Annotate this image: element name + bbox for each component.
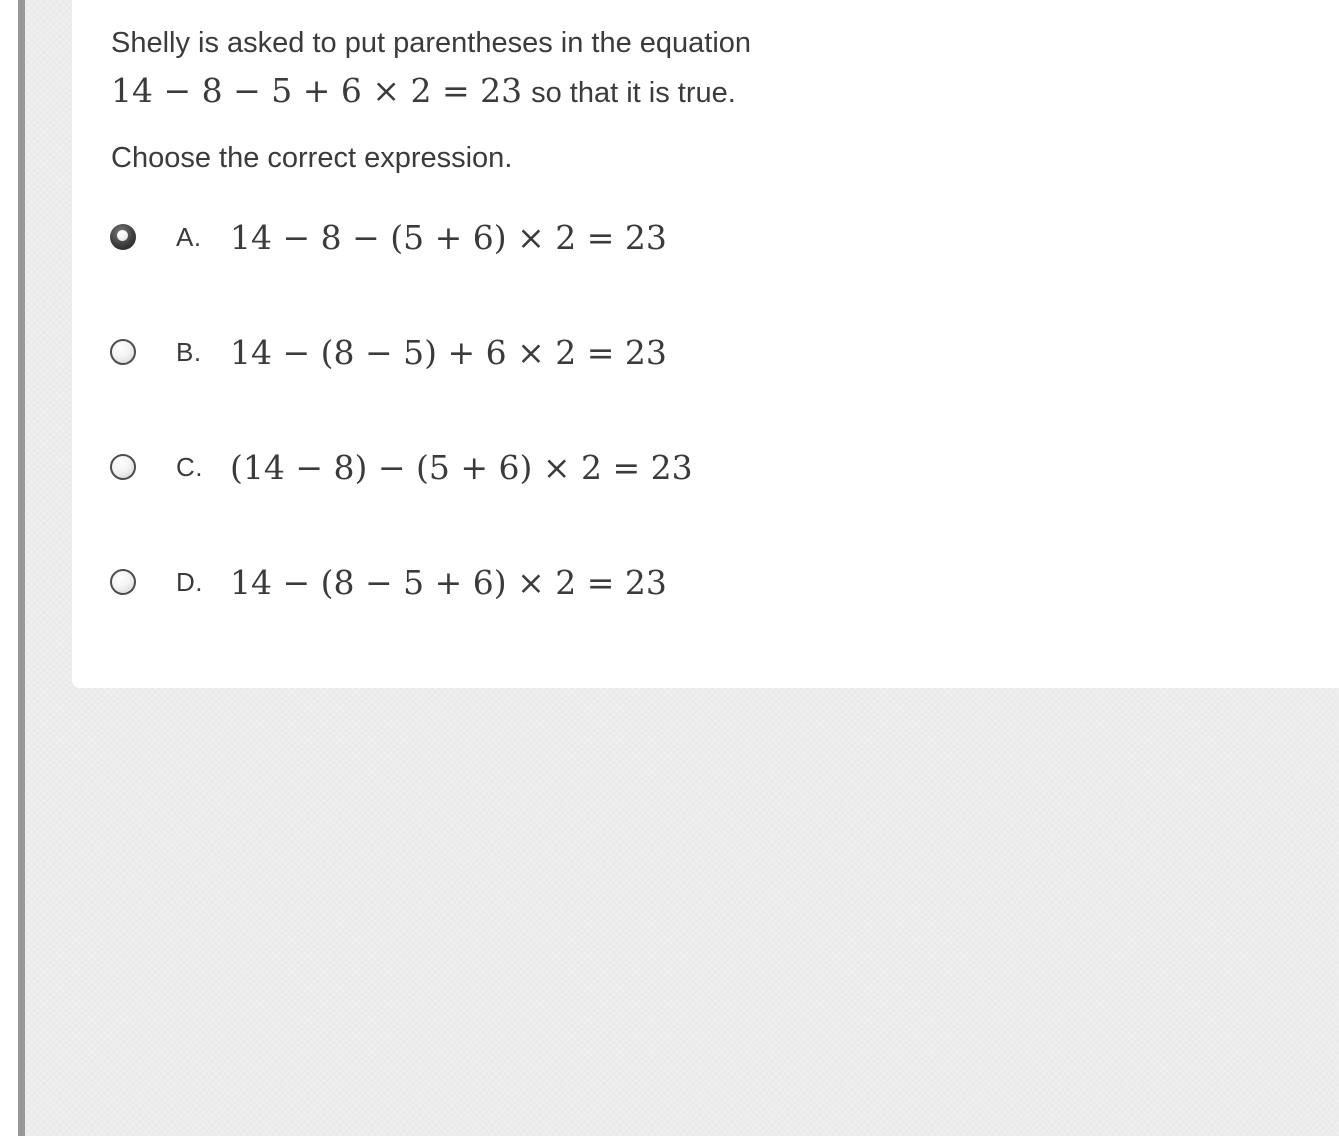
option-row-d[interactable] [110, 560, 667, 604]
option-letter-a: A. [176, 221, 202, 252]
option-letter-c: C. [176, 451, 203, 482]
question-text-line1: Shelly is asked to put parentheses in the equation [111, 27, 752, 59]
radio-button-c[interactable] [110, 454, 136, 480]
option-expression-c: (14 − 8) − (5 + 6) × 2 = 23 [230, 447, 693, 487]
question-text-line2 [111, 71, 736, 113]
option-expression-b: 14 − (8 − 5) + 6 × 2 = 23 [230, 332, 667, 372]
radio-button-a[interactable] [110, 224, 136, 250]
option-expression-a: 14 − 8 − (5 + 6) × 2 = 23 [230, 217, 667, 257]
option-row-a[interactable] [110, 215, 667, 259]
option-row-b[interactable] [110, 330, 667, 374]
question-card [72, 0, 1339, 688]
question-equation: 14 − 8 − 5 + 6 × 2 = 23 [111, 71, 523, 110]
vertical-divider-bar[interactable] [18, 0, 25, 1136]
option-letter-b: B. [176, 336, 202, 367]
question-prompt: Choose the correct expression. [111, 142, 513, 174]
option-row-c[interactable] [110, 445, 693, 489]
option-expression-d: 14 − (8 − 5 + 6) × 2 = 23 [230, 562, 667, 602]
left-margin-strip [0, 0, 18, 1136]
question-text-suffix: so that it is true. [531, 77, 736, 109]
radio-button-b[interactable] [110, 339, 136, 365]
option-letter-d: D. [176, 566, 203, 597]
radio-button-d[interactable] [110, 569, 136, 595]
